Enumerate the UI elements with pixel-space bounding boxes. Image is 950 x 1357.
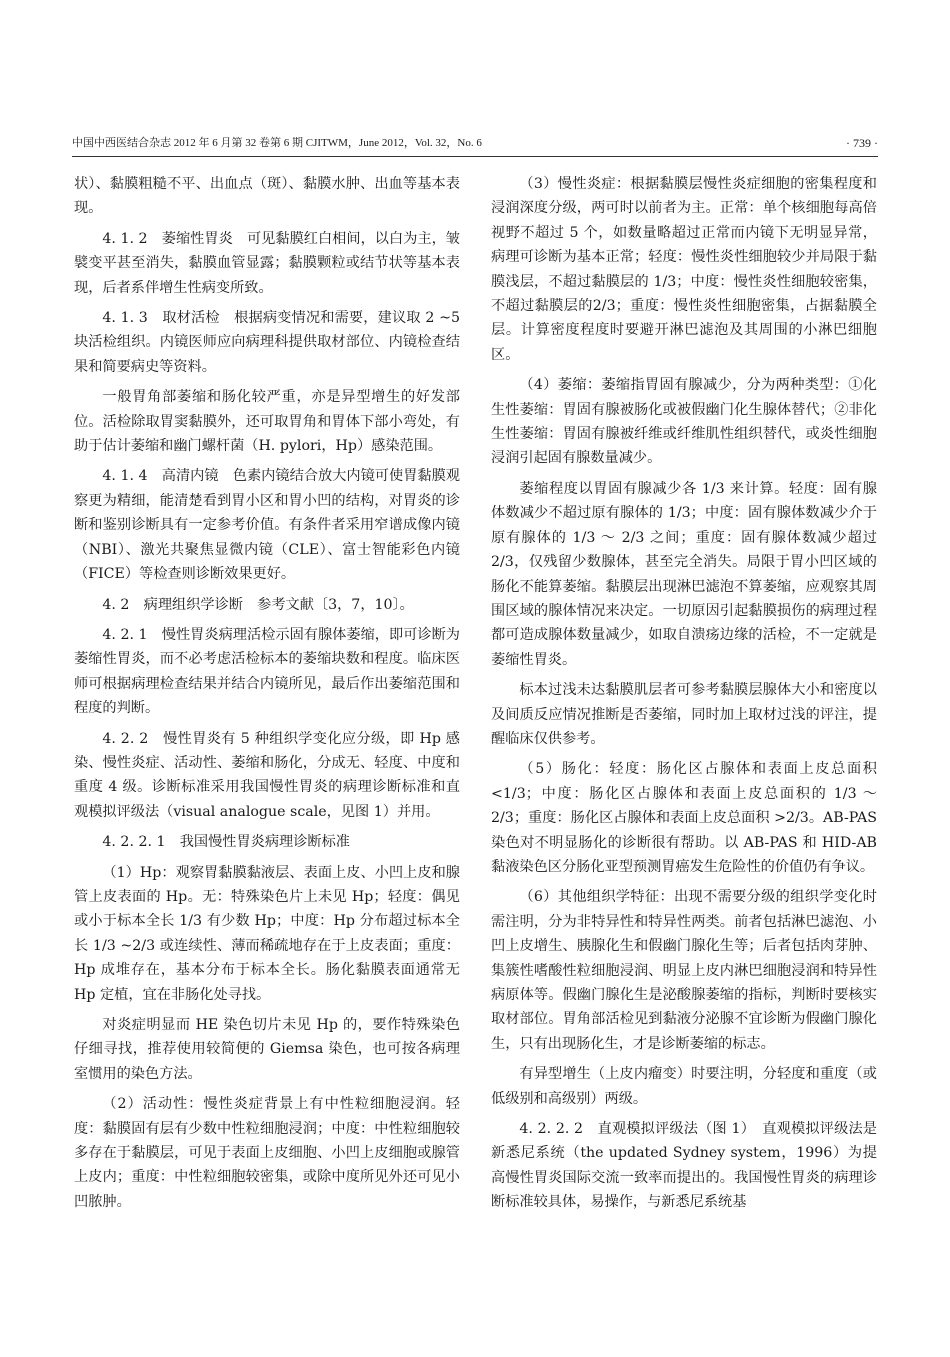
section-heading-4-1-2: 4. 1. 2 萎缩性胃炎 可见黏膜红白相间，以白为主，皱襞变平甚至消失，黏膜血管显露；黏膜颗粒或结节状等基本表现，后者系伴增生性病变所致。 xyxy=(74,230,460,296)
paragraph-intestinal-metaplasia: （5）肠化：轻度：肠化区占腺体和表面上皮总面积 <1/3；中度：肠化区占腺体和表面上皮总面积的 1/3 ～2/3；重度：肠化区占腺体和表面上皮总面积 >2/3。AB-PAS 染色对不明显肠化的诊断很有帮助。以 AB-PAS 和 HID-AB 黏液染色区分肠化亚型预测胃癌发生危险性的价值仍有争议。 xyxy=(491,761,877,875)
paragraph-atrophy: （4）萎缩：萎缩指胃固有腺减少，分为两种类型：①化生性萎缩：胃固有腺被肠化或被假幽门化生腺体替代；②非化生性萎缩：胃固有腺被纤维或纤维肌性组织替代，或炎性细胞浸润引起固有腺数量减少。 xyxy=(491,377,877,467)
paragraph: 标本过浅未达黏膜肌层者可参考黏膜层腺体大小和密度以及间质反应情况推断是否萎缩，同时加上取材过浅的评注，提醒临床仅供参考。 xyxy=(491,682,877,747)
left-column xyxy=(74,172,460,1220)
paragraph-activity: （2）活动性：慢性炎症背景上有中性粒细胞浸润。轻度：黏膜固有层有少数中性粒细胞浸润；中度：中性粒细胞较多存在于黏膜层，可见于表面上皮细胞、小凹上皮细胞或腺管上皮内；重度：中性粒细胞较密集，或除中度所见外还可见小凹脓肿。 xyxy=(74,1096,460,1210)
running-header xyxy=(72,134,878,157)
section-heading-4-1-3: 4. 1. 3 取材活检 根据病变情况和需要，建议取 2 ~5 块活检组织。内镜医师应向病理科提供取材部位、内镜检查结果和简要病史等资料。 xyxy=(74,310,460,375)
section-heading-4-2-2: 4. 2. 2 慢性胃炎有 5 种组织学变化应分级，即 Hp 感染、慢性炎症、活动性、萎缩和肠化，分成无、轻度、中度和重度 4 级。诊断标准采用我国慢性胃炎的病理诊断标准和直观模拟评级法（visual analogue scale，见图 1）并用。 xyxy=(74,730,460,820)
paragraph-other-features: （6）其他组织学特征：出现不需要分级的组织学变化时需注明，分为非特异性和特异性两类。前者包括淋巴滤泡、小凹上皮增生、胰腺化生和假幽门腺化生等；后者包括肉芽肿、集簇性嗜酸性粒细胞浸润、明显上皮内淋巴细胞浸润和特异性病原体等。假幽门腺化生是泌酸腺萎缩的指标，判断时要核实取材部位。胃角部活检见到黏液分泌腺不宜诊断为假幽门腺化生，只有出现肠化生，才是诊断萎缩的标志。 xyxy=(491,889,877,1052)
paragraph: 对炎症明显而 HE 染色切片未见 Hp 的，要作特殊染色仔细寻找，推荐使用较简便的 Giemsa 染色，也可按各病理室惯用的染色方法。 xyxy=(74,1017,460,1082)
paragraph: 萎缩程度以胃固有腺减少各 1/3 来计算。轻度：固有腺体数减少不超过原有腺体的 1/3；中度：固有腺体数减少介于原有腺体的 1/3 ～ 2/3 之间；重度：固有腺体数减少超过 2/3，仅残留少数腺体，甚至完全消失。局限于胃小凹区域的肠化不能算萎缩。黏膜层出现淋巴滤泡不算萎缩，应观察其周围区域的腺体情况来决定。一切原因引起黏膜损伤的病理过程都可造成腺体数量减少，如取自溃疡边缘的活检，不一定就是萎缩性胃炎。 xyxy=(491,480,877,668)
paragraph-chronic-inflammation: （3）慢性炎症：根据黏膜层慢性炎症细胞的密集程度和浸润深度分级，两可时以前者为主。正常：单个核细胞每高倍视野不超过 5 个，如数量略超过正常而内镜下无明显异常，病理可诊断为基本正常；轻度：慢性炎性细胞较少并局限于黏膜浅层，不超过黏膜层的 1/3；中度：慢性炎性细胞较密集，不超过黏膜层的2/3；重度：慢性炎性细胞密集，占据黏膜全层。计算密度程度时要避开淋巴滤泡及其周围的小淋巴细胞区。 xyxy=(491,176,877,363)
journal-citation: 中国中西医结合杂志 2012 年 6 月第 32 卷第 6 期 CJITWM，June 2012，Vol. 32，No. 6 xyxy=(72,137,482,149)
paragraph: 一般胃角部萎缩和肠化较严重，亦是异型增生的好发部位。活检除取胃窦黏膜外，还可取胃角和胃体下部小弯处，有助于估计萎缩和幽门螺杆菌（H. pylori，Hp）感染范围。 xyxy=(74,389,460,455)
section-heading-4-2-1: 4. 2. 1 慢性胃炎病理活检示固有腺体萎缩，即可诊断为萎缩性胃炎，而不必考虑活检标本的萎缩块数和程度。临床医师可根据病理检查结果并结合内镜所见，最后作出萎缩范围和程度的判断。 xyxy=(74,626,460,717)
section-heading-4-2-2-1: 4. 2. 2. 1 我国慢性胃炎病理诊断标准 xyxy=(102,834,350,851)
right-column xyxy=(491,172,877,1221)
paragraph: 有异型增生（上皮内瘤变）时要注明，分轻度和重度（或低级别和高级别）两级。 xyxy=(491,1066,877,1107)
paragraph: 状）、黏膜粗糙不平、出血点（斑）、黏膜水肿、出血等基本表现。 xyxy=(74,176,460,217)
section-heading-4-1-4: 4. 1. 4 高清内镜 色素内镜结合放大内镜可使胃黏膜观察更为精细，能清楚看到胃小区和胃小凹的结构，对胃炎的诊断和鉴别诊断具有一定参考价值。有条件者采用窄谱成像内镜（NBI）、激光共聚焦显微内镜（CLE）、富士智能彩色内镜（FICE）等检查则诊断效果更好。 xyxy=(74,468,460,583)
paragraph-hp: （1）Hp：观察胃黏膜黏液层、表面上皮、小凹上皮和腺管上皮表面的 Hp。无：特殊染色片上未见 Hp；轻度：偶见或小于标本全长 1/3 有少数 Hp；中度：Hp 分布超过标本全长 1/3 ~2/3 或连续性、薄而稀疏地存在于上皮表面；重度：Hp 成堆存在，基本分布于标本全长。肠化黏膜表面通常无 Hp 定植，宜在非肠化处寻找。 xyxy=(74,864,460,1003)
section-heading-4-2: 4. 2 病理组织学诊断 参考文献〔3，7，10〕。 xyxy=(102,596,414,613)
section-heading-4-2-2-2: 4. 2. 2. 2 直观模拟评级法（图 1） 直观模拟评级法是新悉尼系统（the updated Sydney system，1996）为提高慢性胃炎国际交流一致率而提出的。我国慢性胃炎的病理诊断标准较具体，易操作，与新悉尼系统基 xyxy=(491,1121,877,1211)
page-number: · 739 · xyxy=(846,136,878,150)
